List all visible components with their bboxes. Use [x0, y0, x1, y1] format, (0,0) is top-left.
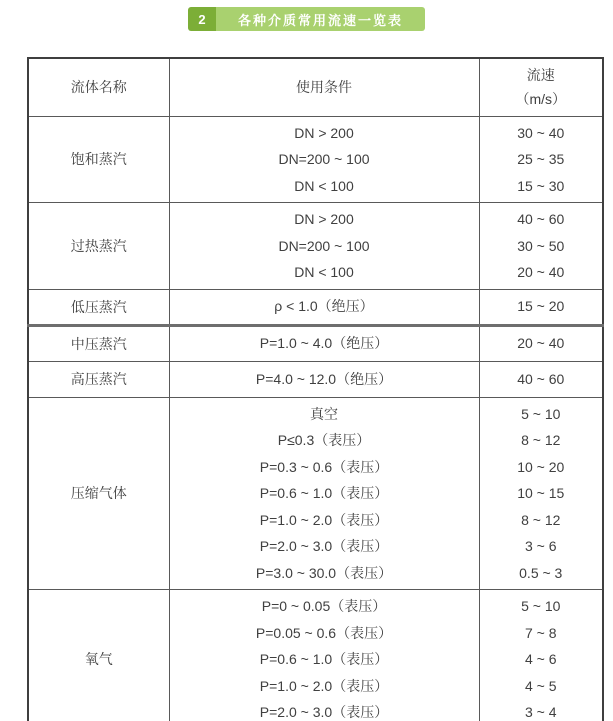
table-row: [28, 116, 603, 203]
flow-velocity-table: [27, 57, 604, 721]
condition-line: P=0.6 ~ 1.0（表压）: [259, 485, 389, 501]
condition-line: P≤0.3（表压）: [277, 432, 371, 448]
condition-line: DN > 200: [294, 124, 354, 141]
table-body: [28, 116, 603, 721]
speed-line: 30 ~ 40: [517, 124, 565, 141]
condition-line: P=1.0 ~ 2.0（表压）: [259, 677, 389, 694]
condition-line: P=1.0 ~ 4.0（绝压）: [259, 335, 389, 352]
condition-line: ρ < 1.0（绝压）: [274, 298, 374, 315]
speed-cell: [479, 590, 603, 721]
condition-line: DN > 200: [294, 211, 354, 227]
fluid-name: 氧气: [28, 590, 169, 721]
condition-line: P=0.6 ~ 1.0（表压）: [259, 651, 389, 667]
speed-line: 8 ~ 12: [521, 432, 561, 448]
speed-line: 7 ~ 8: [524, 624, 557, 641]
speed-line: 40 ~ 60: [517, 211, 565, 227]
fluid-name: 中压蒸汽: [28, 325, 169, 361]
speed-cell: [479, 203, 603, 290]
page-title: 各种介质常用流速一览表: [216, 7, 425, 31]
speed-line: 4 ~ 5: [524, 677, 557, 694]
condition-line: P=4.0 ~ 12.0（绝压）: [255, 370, 393, 387]
fluid-name: 低压蒸汽: [28, 289, 169, 325]
condition-line: P=0.3 ~ 0.6（表压）: [259, 458, 389, 475]
speed-line: 25 ~ 35: [517, 151, 565, 167]
table-row: [28, 289, 603, 325]
speed-line: 15 ~ 30: [517, 177, 565, 194]
condition-cell: [169, 590, 479, 721]
table-row: [28, 590, 603, 721]
speed-line: 20 ~ 40: [517, 335, 565, 352]
speed-line: 40 ~ 60: [517, 370, 565, 387]
speed-cell: [479, 116, 603, 203]
condition-cell: [169, 397, 479, 590]
condition-line: P=1.0 ~ 2.0（表压）: [259, 511, 389, 528]
speed-line: 5 ~ 10: [521, 598, 561, 614]
condition-cell: [169, 361, 479, 397]
speed-cell: [479, 325, 603, 361]
condition-line: P=3.0 ~ 30.0（表压）: [255, 564, 393, 581]
condition-line: 真空: [310, 405, 338, 422]
table-row: [28, 203, 603, 290]
fluid-name: 过热蒸汽: [28, 203, 169, 290]
speed-line: 10 ~ 20: [517, 458, 565, 475]
speed-line: 30 ~ 50: [517, 237, 565, 254]
table-row: [28, 397, 603, 590]
table-header: [28, 58, 603, 116]
table-row: [28, 361, 603, 397]
speed-line: 5 ~ 10: [521, 405, 561, 422]
speed-line: 0.5 ~ 3: [519, 564, 563, 581]
speed-line: 8 ~ 12: [521, 511, 561, 528]
speed-line: 20 ~ 40: [517, 264, 565, 280]
condition-cell: [169, 325, 479, 361]
condition-cell: [169, 116, 479, 203]
fluid-name: 高压蒸汽: [28, 361, 169, 397]
speed-cell: [479, 289, 603, 325]
header-flow-speed: [479, 58, 603, 116]
speed-cell: [479, 361, 603, 397]
speed-line: 15 ~ 20: [517, 298, 565, 315]
condition-line: DN < 100: [294, 264, 354, 280]
speed-line: 3 ~ 4: [524, 704, 557, 720]
header-fluid-name: 流体名称: [28, 58, 169, 116]
table-row: [28, 325, 603, 361]
speed-line: 3 ~ 6: [524, 538, 557, 554]
condition-cell: [169, 289, 479, 325]
page-header: [0, 0, 613, 31]
condition-line: P=0.05 ~ 0.6（表压）: [255, 624, 393, 641]
speed-cell: [479, 397, 603, 590]
section-title-badge: [188, 7, 425, 31]
speed-line: 10 ~ 15: [517, 485, 565, 501]
speed-line: 4 ~ 6: [524, 651, 557, 667]
condition-line: P=2.0 ~ 3.0（表压）: [259, 704, 389, 720]
condition-line: DN < 100: [294, 177, 354, 194]
header-usage-condition: 使用条件: [169, 58, 479, 116]
header-flow-speed-line2: （m/s）: [515, 91, 567, 108]
header-flow-speed-line1: 流速: [526, 67, 555, 84]
condition-line: DN=200 ~ 100: [278, 151, 370, 167]
condition-cell: [169, 203, 479, 290]
condition-line: P=2.0 ~ 3.0（表压）: [259, 538, 389, 554]
condition-line: DN=200 ~ 100: [278, 237, 370, 254]
condition-line: P=0 ~ 0.05（表压）: [261, 598, 387, 614]
fluid-name: 压缩气体: [28, 397, 169, 590]
fluid-name: 饱和蒸汽: [28, 116, 169, 203]
header-row: [28, 58, 603, 116]
section-number: 2: [188, 7, 216, 31]
